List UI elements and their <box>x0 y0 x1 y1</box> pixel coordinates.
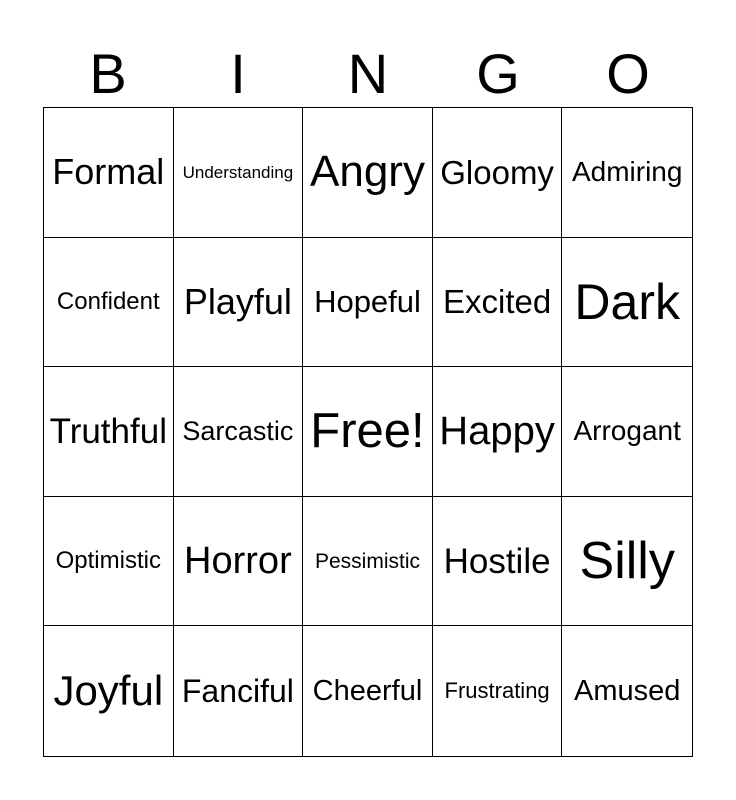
bingo-cell[interactable]: Truthful <box>44 367 174 497</box>
bingo-cell[interactable]: Joyful <box>44 626 174 756</box>
bingo-cell[interactable]: Silly <box>562 497 692 627</box>
bingo-cell[interactable]: Confident <box>44 238 174 368</box>
bingo-cell[interactable]: Frustrating <box>433 626 563 756</box>
header-letter-o: O <box>606 42 650 105</box>
bingo-cell[interactable]: Optimistic <box>44 497 174 627</box>
bingo-cell[interactable]: Angry <box>303 108 433 238</box>
bingo-cell[interactable]: Happy <box>433 367 563 497</box>
bingo-board <box>43 107 693 757</box>
bingo-cell[interactable]: Hopeful <box>303 238 433 368</box>
bingo-cell[interactable]: Excited <box>433 238 563 368</box>
bingo-cell[interactable]: Amused <box>574 674 681 707</box>
header-letter-n: N <box>347 42 389 105</box>
bingo-cell[interactable]: Arrogant <box>562 367 692 497</box>
header-letter-g: G <box>476 42 520 105</box>
bingo-cell[interactable]: Dark <box>562 238 692 368</box>
bingo-header <box>43 42 693 106</box>
bingo-cell[interactable]: Hostile <box>433 497 563 627</box>
bingo-cell[interactable]: Fanciful <box>174 626 304 756</box>
bingo-cell[interactable]: Playful <box>174 238 304 368</box>
bingo-cell[interactable]: Free! <box>303 367 433 497</box>
bingo-cell[interactable]: Cheerful <box>303 626 433 756</box>
bingo-cell[interactable]: Formal <box>44 108 174 238</box>
header-letter-b: B <box>89 42 127 105</box>
bingo-cell[interactable]: Gloomy <box>433 108 563 238</box>
bingo-cell[interactable]: Admiring <box>562 108 692 238</box>
header-letter-i: I <box>230 42 246 105</box>
bingo-cell[interactable]: Sarcastic <box>174 367 304 497</box>
bingo-cell[interactable]: Horror <box>174 497 304 627</box>
bingo-cell[interactable]: Understanding <box>174 108 304 238</box>
bingo-cell[interactable]: Pessimistic <box>303 497 433 627</box>
